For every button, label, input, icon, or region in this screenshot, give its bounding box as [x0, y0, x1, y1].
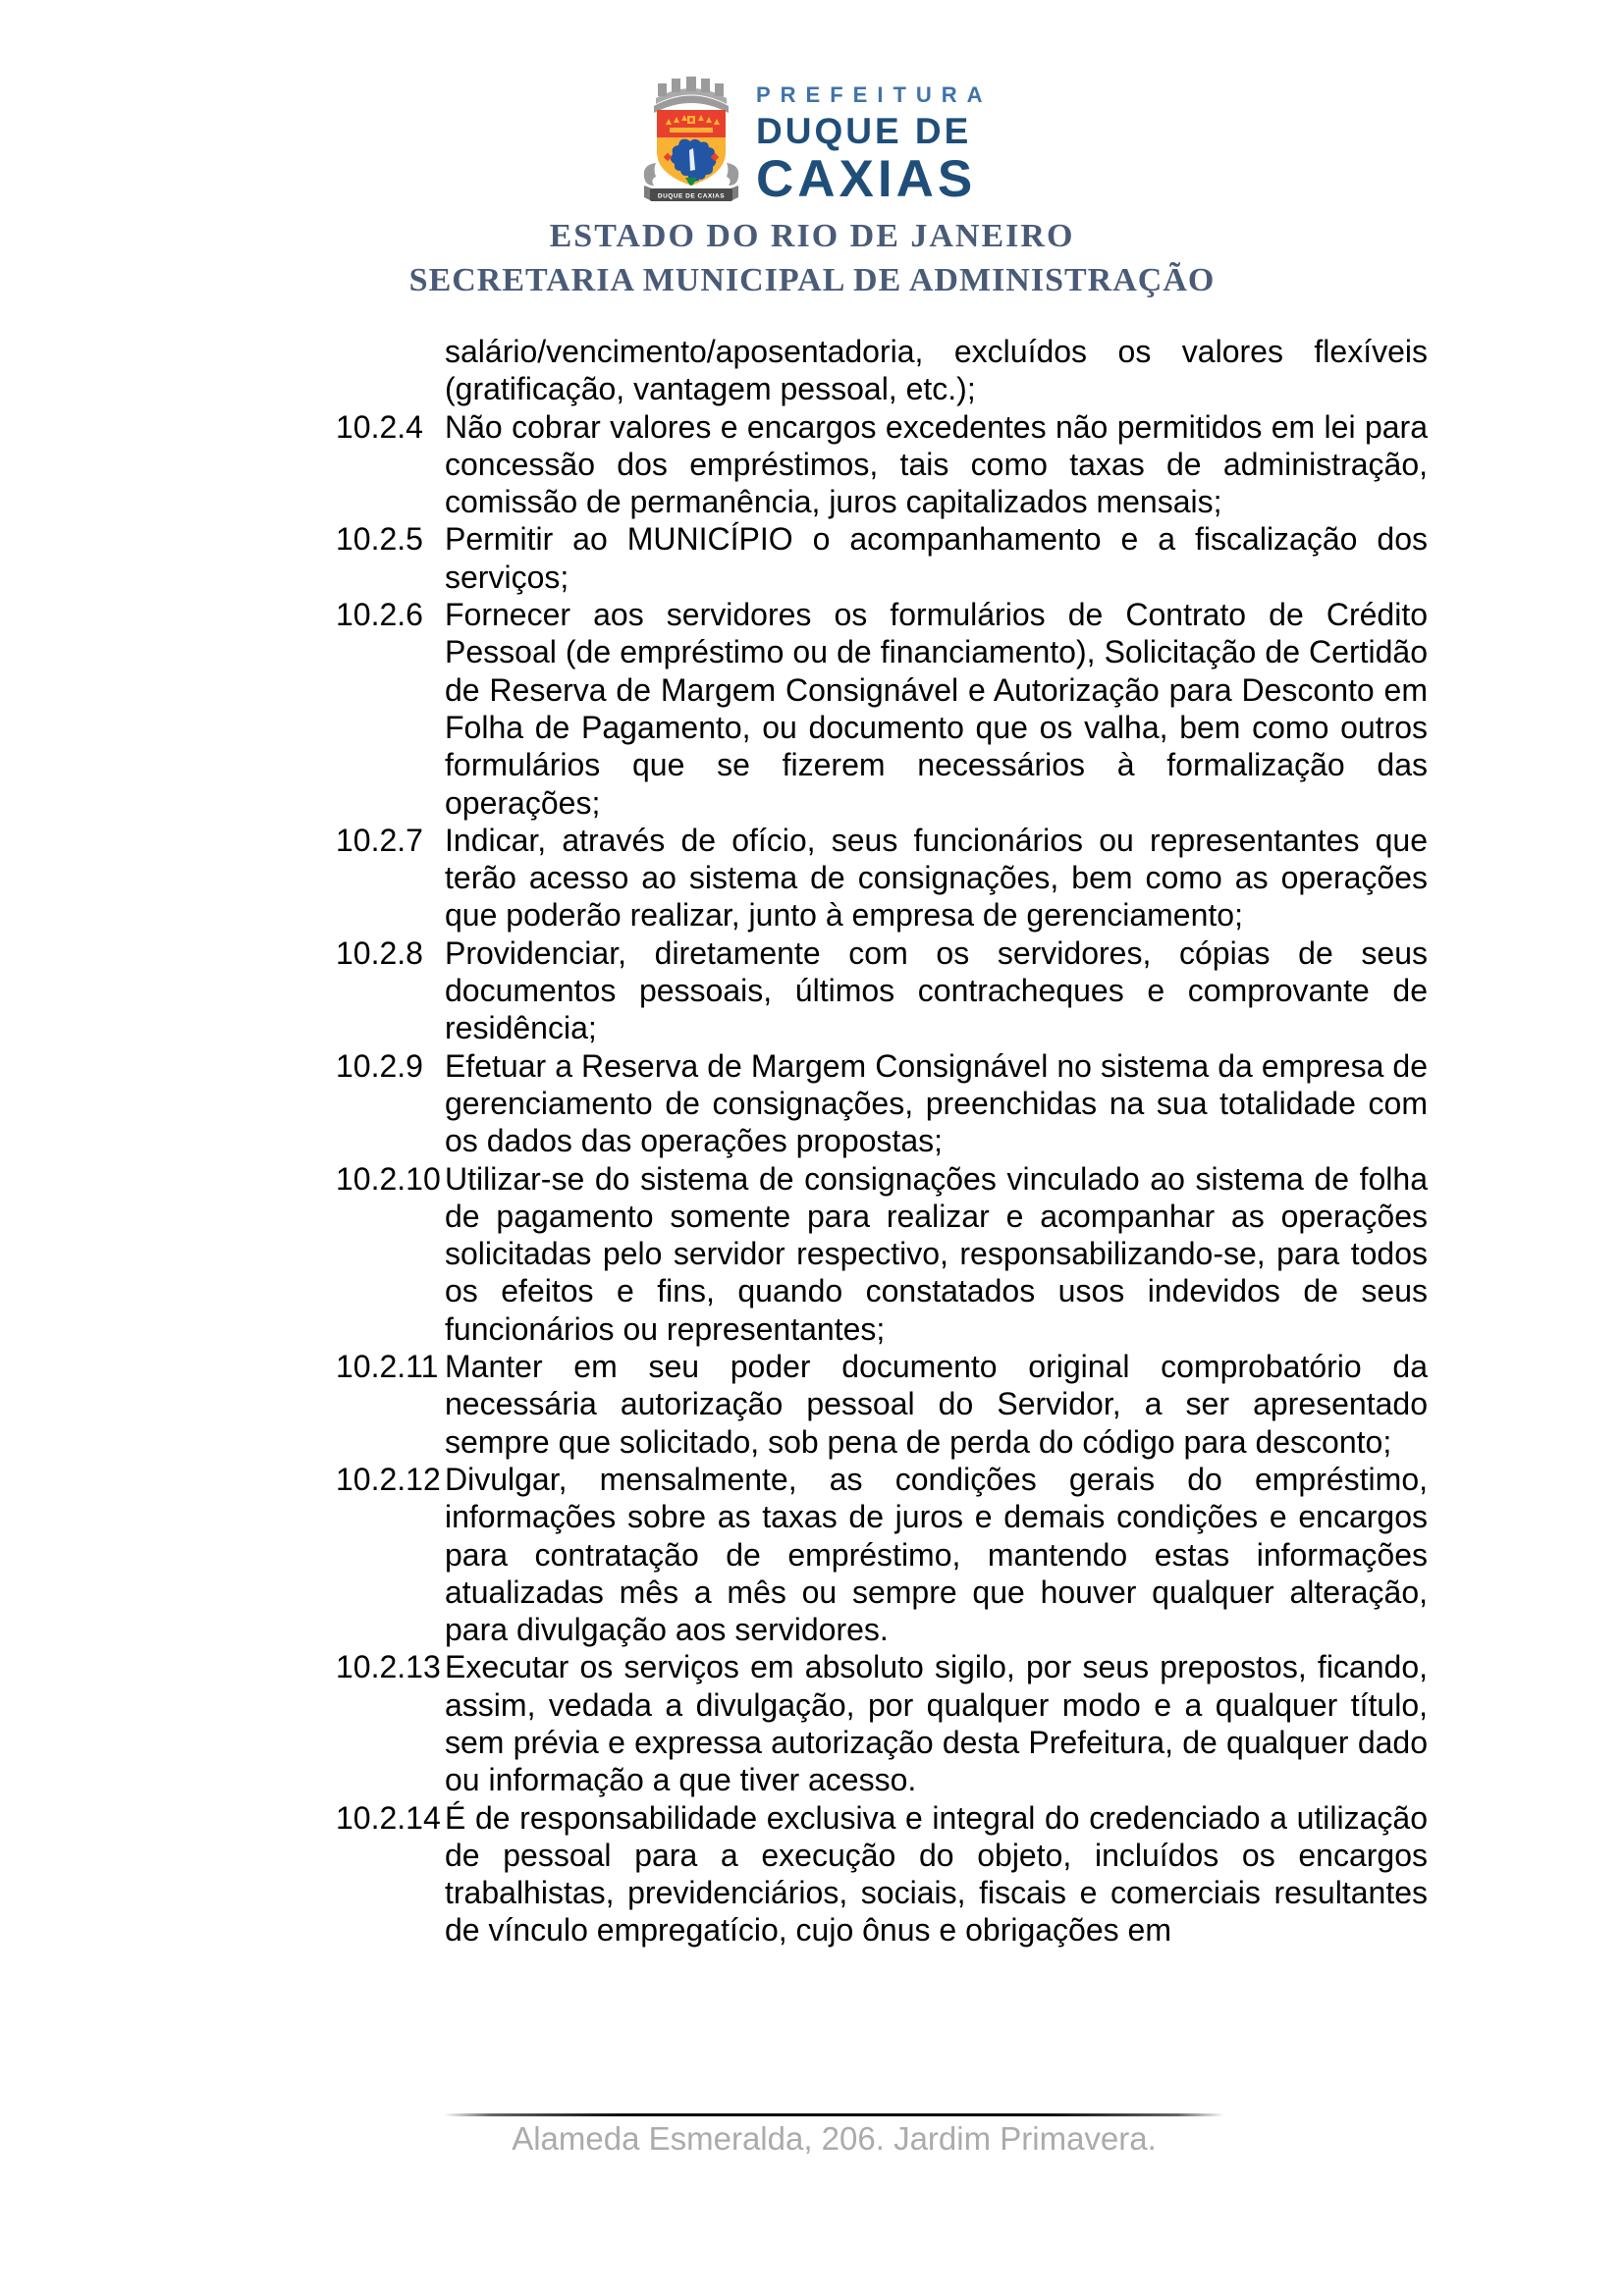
- clause-number: 10.2.14: [336, 1799, 441, 1836]
- clause-number: 10.2.8: [336, 934, 423, 971]
- clause-number: 10.2.9: [336, 1047, 423, 1084]
- clause-10-2-10: [336, 1160, 1428, 1348]
- clause-10-2-12: [336, 1461, 1428, 1648]
- clause-10-2-13: [336, 1648, 1428, 1798]
- clause-text: É de responsabilidade exclusiva e integral do credenciado a utilização de pessoal para a execução do objeto, incluídos os encargos trabalhistas, previdenciários, sociais, fiscais e comerciais resultantes de vínculo empregatício, cujo ônus e obrigações em: [445, 1799, 1428, 1949]
- clause-number: 10.2.7: [336, 822, 423, 858]
- clause-text: salário/vencimento/aposentadoria, excluídos os valores flexíveis (gratificação, vantagem pessoal, etc.);: [445, 334, 1428, 407]
- clause-10-2-4: [336, 408, 1428, 521]
- clause-number: 10.2.10: [336, 1160, 441, 1197]
- logo-caxias-label: CAXIAS: [756, 150, 977, 208]
- clause-text: Divulgar, mensalmente, as condições gerais do empréstimo, informações sobre as taxas de juros e demais condições e encargos para contratação de empréstimo, mantendo estas informações atualizadas mês a mês ou sempre que houver qualquer alteração, para divulgação aos servidores.: [445, 1461, 1428, 1648]
- city-hall-logo: [636, 57, 993, 208]
- clause-text: Fornecer aos servidores os formulários de Contrato de Crédito Pessoal (de empréstimo ou de financiamento), Solicitação de Certidão de Reserva de Margem Consignável e Autorização para Desconto em Folha de Pagamento, ou documento que os valha, bem como outros formulários que se fizerem necessários à formalização das operações;: [445, 597, 1428, 821]
- logo-prefeitura-label: PREFEITURA: [756, 82, 993, 107]
- clause-10-2-8: [336, 934, 1428, 1047]
- clause-number: 10.2.5: [336, 521, 423, 558]
- city-crest-icon: [636, 57, 746, 202]
- clause-10-2-6: [336, 596, 1428, 822]
- footer-divider: [444, 2113, 1224, 2116]
- ribbon-icon: [644, 186, 738, 201]
- clause-number: 10.2.11: [336, 1349, 439, 1385]
- clause-text: Não cobrar valores e encargos excedentes não permitidos em lei para concessão dos empréstimos, tais como taxas de administração, comissão de permanência, juros capitalizados mensais;: [445, 408, 1428, 520]
- clause-text: Manter em seu poder documento original comprobatório da necessária autorização pessoal do Servidor, a ser apresentado sempre que solicitado, sob pena de perda do código para desconto;: [445, 1349, 1428, 1460]
- clause-number: 10.2.12: [336, 1461, 441, 1497]
- secretariat-title: SECRETARIA MUNICIPAL DE ADMINISTRAÇÃO: [408, 262, 1216, 298]
- document-body: [336, 333, 1428, 1949]
- clause-text: Efetuar a Reserva de Margem Consignável no sistema da empresa de gerenciamento de consignações, preenchidas na sua totalidade com os dados das operações propostas;: [445, 1047, 1428, 1159]
- mural-crown-icon: [654, 77, 729, 113]
- logo-wordmark: [756, 57, 993, 208]
- clause-10-2-7: [336, 822, 1428, 934]
- footer-address: Alameda Esmeralda, 206. Jardim Primavera.: [512, 2120, 1157, 2157]
- clause-number: 10.2.6: [336, 597, 423, 633]
- clause-10-2-11: [336, 1348, 1428, 1461]
- clause-10-2-9: [336, 1047, 1428, 1160]
- clause-number: 10.2.13: [336, 1649, 441, 1685]
- shield-icon: [657, 110, 726, 188]
- clause-continuation: [336, 333, 1428, 408]
- clause-10-2-5: [336, 520, 1428, 596]
- logo-duque-de-label: DUQUE DE: [756, 111, 972, 151]
- clause-text: Permitir ao MUNICÍPIO o acompanhamento e a fiscalização dos serviços;: [445, 521, 1428, 595]
- clause-text: Executar os serviços em absoluto sigilo, por seus prepostos, ficando, assim, vedada a divulgação, por qualquer modo e a qualquer título, sem prévia e expressa autorização desta Prefeitura, de qualquer dado ou informação a que tiver acesso.: [445, 1649, 1428, 1798]
- state-title: ESTADO DO RIO DE JANEIRO: [549, 218, 1075, 254]
- clause-text: Indicar, através de ofício, seus funcionários ou representantes que terão acesso ao sistema de consignações, bem como as operações que poderão realizar, junto à empresa de gerenciamento;: [445, 822, 1428, 934]
- clause-number: 10.2.4: [336, 408, 423, 445]
- clause-text: Providenciar, diretamente com os servidores, cópias de seus documentos pessoais, últimos contracheques e comprovante de residência;: [445, 934, 1428, 1046]
- clause-text: Utilizar-se do sistema de consignações vinculado ao sistema de folha de pagamento somente para realizar e acompanhar as operações solicitadas pelo servidor respectivo, responsabilizando-se, para todos os efeitos e fins, quando constatados usos indevidos de seus funcionários ou representantes;: [445, 1160, 1428, 1347]
- ribbon-label: DUQUE DE CAXIAS: [657, 192, 726, 200]
- clause-10-2-14: [336, 1799, 1428, 1949]
